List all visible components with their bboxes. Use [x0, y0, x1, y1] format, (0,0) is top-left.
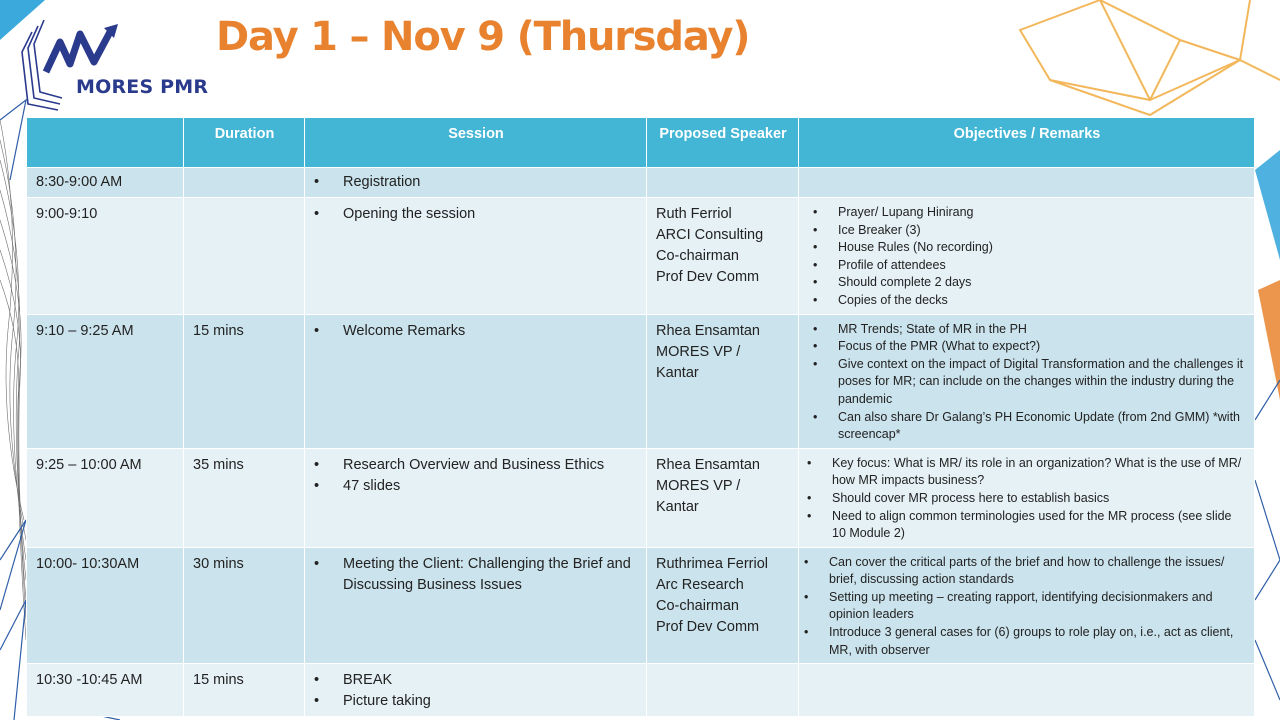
duration-cell: 15 mins: [184, 664, 305, 717]
session-item: • Research Overview and Business Ethics: [343, 455, 638, 476]
objective-item: • Can cover the critical parts of the brief and how to challenge the issues/ brief, discussing action standards: [829, 554, 1246, 589]
header-time: [27, 118, 184, 168]
session-cell: [305, 664, 647, 717]
objective-item: • Copies of the decks: [838, 292, 1246, 310]
right-gold-polygons: [1020, 0, 1280, 115]
table-row: [27, 547, 1255, 664]
objective-item: • Setting up meeting – creating rapport, identifying decisionmakers and opinion leaders: [829, 589, 1246, 624]
objectives-cell: [799, 547, 1255, 664]
session-item: • 47 slides: [343, 476, 638, 497]
speaker-line: Ruthrimea Ferriol: [656, 555, 768, 572]
time-cell: 10:30 -10:45 AM: [27, 664, 184, 717]
duration-cell: 30 mins: [184, 547, 305, 664]
objective-item: • Profile of attendees: [838, 257, 1246, 275]
session-cell: [305, 314, 647, 448]
duration-cell: 15 mins: [184, 314, 305, 448]
speaker-line: Co-chairman: [656, 597, 739, 614]
objectives-cell: [799, 664, 1255, 717]
speaker-line: Prof Dev Comm: [656, 269, 760, 285]
time-cell: 9:25 – 10:00 AM: [27, 448, 184, 547]
objective-item: • Give context on the impact of Digital Transformation and the challenges it poses for MR; can include on the changes within the industry during the pandemic: [838, 356, 1246, 409]
right-cyan-shard: [1255, 150, 1280, 260]
speaker-line: Rhea Ensamtan: [656, 322, 760, 339]
left-mesh-graphic: [0, 120, 26, 640]
header-duration: Duration: [184, 118, 305, 168]
session-cell: [305, 448, 647, 547]
header-session: Session: [305, 118, 647, 168]
table-row: [27, 198, 1255, 315]
mores-pmr-logo: [14, 12, 209, 112]
session-cell: [305, 547, 647, 664]
objectives-cell: [799, 448, 1255, 547]
session-cell: [305, 168, 647, 198]
speaker-cell: [647, 547, 799, 664]
session-item: • BREAK: [343, 670, 638, 691]
session-item: • Registration: [343, 172, 638, 193]
session-item: • Picture taking: [343, 691, 638, 712]
time-cell: 10:00- 10:30AM: [27, 547, 184, 664]
table-row: [27, 168, 1255, 198]
speaker-line: Arc Research: [656, 576, 744, 593]
speaker-line: MORES VP /: [656, 343, 741, 360]
duration-cell: [184, 168, 305, 198]
right-blue-lines: [1255, 380, 1280, 700]
time-cell: 9:10 – 9:25 AM: [27, 314, 184, 448]
speaker-line: MORES VP /: [656, 477, 741, 494]
speaker-cell: [647, 664, 799, 717]
logo-text: MORES PMR: [76, 76, 209, 98]
session-cell: [305, 198, 647, 315]
table-row: [27, 314, 1255, 448]
objectives-cell: [799, 198, 1255, 315]
session-item: • Opening the session: [343, 204, 638, 225]
schedule-table: [26, 117, 1255, 717]
objective-item: • House Rules (No recording): [838, 239, 1246, 257]
objectives-cell: [799, 168, 1255, 198]
table-row: [27, 448, 1255, 547]
speaker-line: Ruth Ferriol: [656, 206, 732, 222]
header-speaker: Proposed Speaker: [647, 118, 799, 168]
objective-item: • Need to align common terminologies used for the MR process (see slide 10 Module 2): [832, 508, 1246, 543]
speaker-cell: [647, 314, 799, 448]
speaker-cell: [647, 168, 799, 198]
slide-title: Day 1 – Nov 9 (Thursday): [216, 14, 750, 60]
objective-item: • Key focus: What is MR/ its role in an organization? What is the use of MR/ how MR impacts business?: [832, 455, 1246, 490]
speaker-line: Co-chairman: [656, 248, 739, 264]
table-header-row: [27, 118, 1255, 168]
objective-item: • Prayer/ Lupang Hinirang: [838, 204, 1246, 222]
objective-item: • Ice Breaker (3): [838, 222, 1246, 240]
right-orange-shard: [1258, 280, 1280, 400]
objective-item: • MR Trends; State of MR in the PH: [838, 321, 1246, 339]
header-objectives: Objectives / Remarks: [799, 118, 1255, 168]
time-cell: 9:00-9:10: [27, 198, 184, 315]
speaker-line: ARCI Consulting: [656, 227, 764, 243]
duration-cell: [184, 198, 305, 315]
objective-item: • Can also share Dr Galang’s PH Economic Update (from 2nd GMM) *with screencap*: [838, 409, 1246, 444]
speaker-cell: [647, 198, 799, 315]
objective-item: • Introduce 3 general cases for (6) groups to role play on, i.e., act as client, MR, with observer: [829, 624, 1246, 659]
objective-item: • Should complete 2 days: [838, 274, 1246, 292]
time-cell: 8:30-9:00 AM: [27, 168, 184, 198]
speaker-line: Rhea Ensamtan: [656, 456, 760, 473]
duration-cell: 35 mins: [184, 448, 305, 547]
speaker-line: Kantar: [656, 364, 699, 381]
speaker-line: Kantar: [656, 498, 699, 515]
speaker-cell: [647, 448, 799, 547]
objectives-cell: [799, 314, 1255, 448]
objective-item: • Focus of the PMR (What to expect?): [838, 338, 1246, 356]
table-row: [27, 664, 1255, 717]
session-item: • Meeting the Client: Challenging the Brief and Discussing Business Issues: [343, 554, 638, 596]
speaker-line: Prof Dev Comm: [656, 618, 760, 635]
objective-item: • Should cover MR process here to establish basics: [832, 490, 1246, 508]
session-item: • Welcome Remarks: [343, 321, 638, 342]
